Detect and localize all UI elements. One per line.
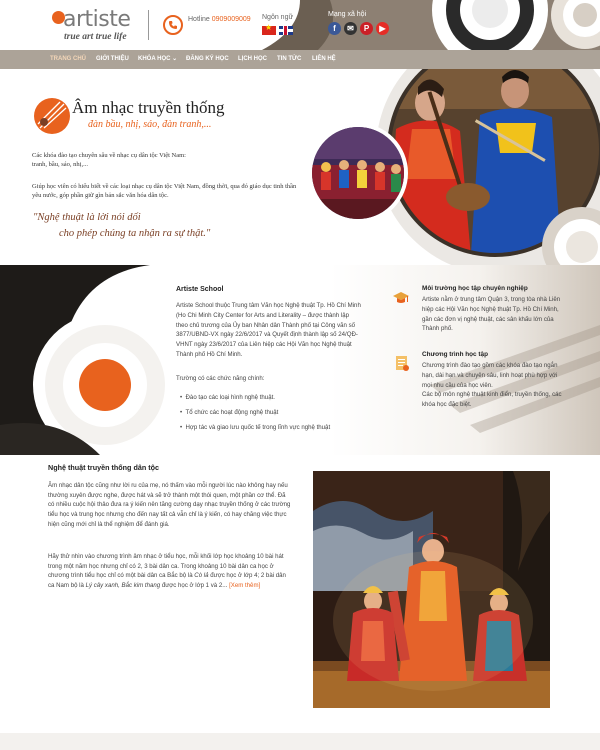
facebook-glyph: f — [333, 24, 336, 33]
social-label: Mạng xã hội — [328, 11, 367, 18]
stage-performance-photo — [313, 471, 550, 708]
about-title: Artiste School — [176, 286, 224, 293]
about-list-item-text: Tổ chức các hoạt động nghệ thuật — [185, 409, 279, 416]
hero-paragraph-1 — [32, 151, 302, 169]
hero-quote-line-1: "Nghệ thuật là lời nói dối — [33, 212, 141, 223]
about-list-intro: Trường có các chức năng chính: — [176, 375, 265, 382]
nav-item-news[interactable]: TIN TỨC — [277, 56, 302, 62]
main-nav — [0, 50, 600, 69]
feature-text-program-2: Các bộ môn nghệ thuật kinh điển, truyền thống, các khóa học đặc biệt. — [422, 391, 562, 409]
hero-title: Âm nhạc truyền thống — [72, 98, 225, 117]
graduation-cap-icon — [392, 290, 410, 306]
article-p2-song-1: Cò lả — [194, 572, 209, 580]
about-list-item-text: Đào tạo các loại hình nghệ thuật. — [185, 394, 275, 401]
email-glyph: ✉ — [347, 24, 354, 33]
facebook-icon[interactable] — [328, 22, 341, 35]
language-label: Ngôn ngữ — [262, 14, 294, 21]
flag-vn-icon[interactable] — [262, 26, 276, 35]
logo-divider — [148, 10, 149, 40]
hero-quote-line-2: cho phép chúng ta nhận ra sự thật." — [59, 228, 211, 239]
hero-paragraph-1-line-2: tranh, bầu, sáo, nhị,... — [32, 161, 88, 168]
read-more-link[interactable]: [Xem thêm] — [229, 582, 261, 590]
hero-photo-collage — [300, 69, 600, 269]
phone-icon — [163, 15, 183, 35]
email-icon[interactable] — [344, 22, 357, 35]
youtube-icon[interactable] — [376, 22, 389, 35]
logo-brand: artiste — [63, 7, 131, 32]
feature-title-program: Chương trình học tập — [422, 351, 488, 358]
feature-text-program — [422, 361, 562, 410]
nav-item-schedule[interactable]: LỊCH HỌC — [238, 56, 267, 62]
about-paragraph: Artiste School thuộc Trung tâm Văn học Nghệ thuật Tp. Hồ Chí Minh (Ho Chi Minh City Center for Arts and Literality – được thành lập theo chủ trương của Ủy ban Nhân dân Thành phố tại Công văn số 3877/UBND-VX ngày 22/6/2017 và Quyết định thành lập số 24/QĐ-VHNT ngày 23/6/2017 của Liên hiệp các Hội Văn học Nghệ thuật Thành phố Hồ Chí Minh. — [176, 302, 361, 358]
site-logo[interactable] — [52, 8, 142, 44]
article-title: Nghệ thuật truyền thống dân tộc — [48, 463, 159, 472]
article-p2-text-a: Hãy thử nhìn vào chương trình âm nhạc ở tiểu học, mỗi khối lớp học khoảng 10 bài hát trong một năm học nhưng chỉ có 2, 3 bài dân ca. Trong khoảng 10 bài dân ca học ở chương trình tiểu học chỉ có một bài dân ca Bắc bộ là — [48, 553, 284, 580]
feature-text-program-1: Chương trình đào tạo gồm các khóa đào tạo ngắn hạn, dài hạn và chuyên sâu, linh hoạt phù hợp với mọi nhu cầu của học viên. — [422, 362, 558, 389]
pinterest-glyph: P — [363, 24, 370, 33]
nav-item-about[interactable]: GIỚI THIỆU — [96, 56, 129, 62]
site-header — [0, 0, 600, 50]
pinterest-icon[interactable] — [360, 22, 373, 35]
hero-subtitle: đàn bầu, nhị, sáo, đàn tranh,... — [88, 119, 212, 130]
feature-title-environment: Môi trường học tập chuyên nghiệp — [422, 285, 528, 292]
nav-item-courses[interactable] — [138, 50, 177, 69]
article-paragraph-2 — [48, 552, 293, 591]
chevron-down-icon: ⌄ — [172, 56, 178, 62]
hotline-number[interactable]: 0909009009 — [211, 16, 251, 23]
hero-paragraph-1-line-1: Các khóa đào tạo chuyên sâu về nhạc cụ dân tộc Việt Nam: — [32, 152, 186, 159]
nav-item-contact[interactable]: LIÊN HỆ — [312, 56, 336, 62]
hero-paragraph-2: Giúp học viên có hiểu biết về các loại nhạc cụ dân tộc Việt Nam, đồng thời, qua đó giáo dục tinh thần yêu nước, góp phần giữ gìn bản sắc văn hóa dân tộc. — [32, 183, 297, 199]
about-list-item: • Hợp tác và giao lưu quốc tế trong lĩnh vực nghệ thuật — [180, 424, 331, 431]
about-list-item: • Đào tạo các loại hình nghệ thuật. — [180, 394, 275, 401]
article-paragraph-1: Âm nhạc dân tộc cũng như lời ru của mẹ, nó thấm vào mỗi người lúc nào không hay nếu thường xuyên được nghe, được hát và sẽ trở thành một thói quen, một phần cơ thể. Đã có nhiều cuộc hội thảo đưa ra ý kiến nên tăng cường dạy nhạc truyền thống ở các trường tiểu học và trung học nhưng cho đến nay tất cả vẫn chỉ là ý kiến, có hay chăng việc thực hiện cũng mới chỉ là thể nghiệm để đánh giá. — [48, 482, 291, 528]
feature-text-environment: Artiste nằm ở trung tâm Quận 3, trong tòa nhà Liên hiệp các Hội Văn học Nghệ thuật Tp. Hồ Chí Minh, gần các đơn vị nghệ thuật, các sân khấu lớn của Thành phố. — [422, 296, 561, 333]
document-icon — [394, 354, 412, 370]
nav-item-courses-label: KHÓA HỌC — [138, 56, 171, 62]
flag-uk-icon[interactable] — [279, 26, 293, 35]
about-list-item-text: Hợp tác và giao lưu quốc tế trong lĩnh vực nghệ thuật — [185, 424, 331, 431]
article-p2-text-b: được học ở lớp 4; 2 bài dân ca Nam bộ là — [48, 572, 286, 590]
hotline[interactable] — [188, 16, 251, 23]
music-notes-icon — [34, 98, 70, 134]
nav-item-home[interactable]: TRANG CHỦ — [50, 56, 86, 62]
youtube-glyph: ▶ — [379, 24, 386, 33]
article-p2-song-2: Lý cây xanh, Bắc kim thang — [85, 582, 161, 590]
about-list-item: • Tổ chức các hoạt động nghệ thuật — [180, 409, 279, 416]
article-p2-text-c: được học ở lớp 1 và 2... — [160, 582, 228, 590]
footer-band — [0, 733, 600, 750]
nav-item-register[interactable]: ĐĂNG KÝ HỌC — [186, 56, 229, 62]
hotline-label: Hotline — [188, 16, 210, 23]
logo-tagline: true art true life — [64, 32, 127, 42]
